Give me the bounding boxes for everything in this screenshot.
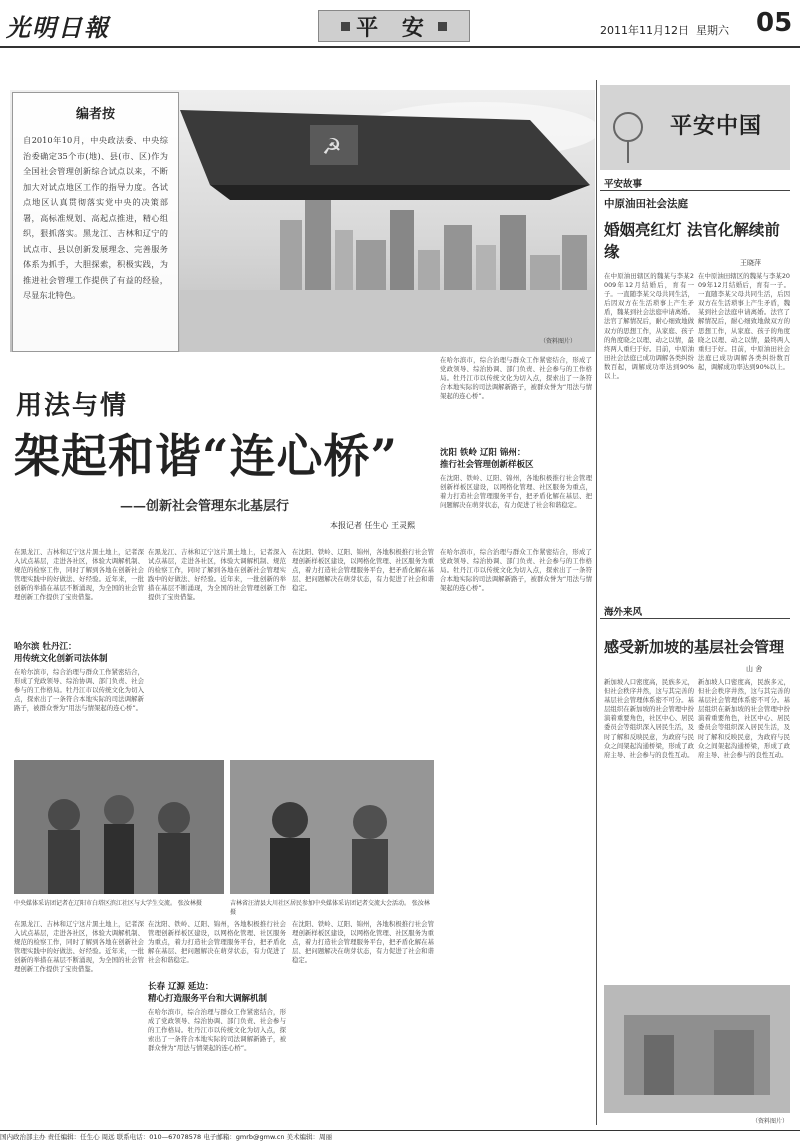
editor-note-box (12, 92, 179, 352)
section-heading-text: 哈尔滨 牡丹江： (14, 642, 77, 652)
main-pretitle: 用法与情 (16, 391, 129, 421)
page-footer: 国内政治部主办 责任编辑：任生心 周远 联系电话：010—67078578 电子邮箱：gmrb@gmw.cn 美术编辑：周丽 (0, 1130, 800, 1144)
main-body-col-top2: 在沈阳、铁岭、辽阳、锦州，各地积极推行社会管理创新样板区建设，以网格化管理、社区服务为重点，着力打造社会管理服务平台，把矛盾化解在基层、把问题解决在萌芽状态，有力促进了社会和谐稳定。 (440, 474, 592, 510)
main-headline: 架起和谐“连心桥” (14, 429, 398, 483)
overseas-column-label: 海外来风 (604, 607, 643, 618)
section-heading-harbin (14, 640, 144, 664)
section-heading-changchun (148, 980, 286, 1004)
main-body-col3: 在沈阳、铁岭、辽阳、锦州，各地积极推行社会管理创新样板区建设，以网格化管理、社区服务为重点，着力打造社会管理服务平台，把矛盾化解在基层、把问题解决在萌芽状态，有力促进了社会和谐稳定。 (292, 548, 434, 593)
photo-jilin-community (230, 760, 434, 894)
section-subheading-text: 精心打造服务平台和大调解机制 (148, 994, 268, 1004)
sidebar-banner (600, 85, 790, 170)
main-subtitle: ——创新社会管理东北基层行 (120, 499, 290, 514)
photo-caption-right: 吉林省汪清县大川社区居民参加中央媒体采访团记者交流大会活动。 张汝林摄 (230, 900, 430, 916)
section-subheading-text: 推行社会管理创新样板区 (440, 460, 534, 470)
section-heading-shenyang (440, 446, 592, 470)
overseas-story-col1: 新加坡人口密度高，民族多元，但社会秩序井然，这与其完善的基层社会管理体系密不可分。基层组织在新加坡的社会管理中扮演着重要角色，社区中心、居民委员会等组织深入居民生活，及时了解和反映民意，为政府与民众之间架起沟通桥梁，形成了政府主导、社会参与的良性互动。 (604, 678, 694, 759)
main-body-col2: 在黑龙江、吉林和辽宁这片黑土地上，记者深入试点基层，走进各社区，体验大调解机制、规范的检察工作，同时了解到各地在创新社会管理实践中的好做法、好经验。近年来，一批创新的举措在基层不断涌现，为全国的社会管理创新工作提供了宝贵借鉴。 (148, 548, 286, 602)
overseas-story-byline: 山 舍 (746, 665, 763, 673)
section-band (318, 10, 470, 42)
sidebar-story-col2: 在中原油田辖区的魏某与李某2009年12月结婚后，育有一子。一直随李某父母共同生活，后因双方在生活琐事上产生矛盾，魏某到社会法庭申请离婚。法官了解情况后，耐心细致地做双方的思想工作，从家庭、孩子的角度晓之以理、动之以情，最终两人重归于好。目前，中原油田社会法庭已成功调解各类纠纷数百起，调解成功率达到90%以上。 (698, 272, 790, 371)
newspaper-logo: 光明日報 (6, 13, 110, 42)
sidebar-story-kicker: 中原油田社会法庭 (604, 198, 688, 210)
main-body-col6: 在沈阳、铁岭、辽阳、锦州，各地积极推行社会管理创新样板区建设，以网格化管理、社区服务为重点，着力打造社会管理服务平台，把矛盾化解在基层、把问题解决在萌芽状态，有力促进了社会和谐稳定。 (148, 920, 286, 965)
page-number: 05 (756, 8, 793, 38)
sidebar-rule (600, 618, 790, 619)
main-body-col5: 在黑龙江、吉林和辽宁这片黑土地上，记者深入试点基层，走进各社区，体验大调解机制、规范的检察工作，同时了解到各地在创新社会管理实践中的好做法、好经验。近年来，一批创新的举措在基层不断涌现，为全国的社会管理创新工作提供了宝贵借鉴。 (14, 920, 144, 974)
main-body-col6b: 在哈尔滨市，综合治理与群众工作紧密结合，形成了党政领导、综治协调、部门负责、社会参与的工作格局。牡丹江市以传统文化为切入点，探索出了一条符合本地实际的司法调解新路子，被群众誉为“用法与情架起的连心桥”。 (148, 1008, 286, 1053)
photo-liaoyang-community (14, 760, 224, 894)
sidebar-banner-title: 平安中国 (670, 113, 763, 139)
main-body-col7: 在沈阳、铁岭、辽阳、锦州，各地积极推行社会管理创新样板区建设，以网格化管理、社区服务为重点，着力打造社会管理服务平台，把矛盾化解在基层、把问题解决在萌芽状态，有力促进了社会和谐稳定。 (292, 920, 434, 965)
issue-date: 2011年11月12日 (600, 24, 689, 37)
section-subheading-text: 用传统文化创新司法体制 (14, 654, 108, 664)
sidebar-story-byline: 王晓萍 (740, 259, 761, 267)
section-heading-text: 沈阳 铁岭 辽阳 锦州： (440, 448, 526, 458)
issue-weekday: 星期六 (696, 24, 729, 37)
hero-photo-credit: （资料图片） (540, 338, 577, 345)
overseas-story-col2: 新加坡人口密度高，民族多元，但社会秩序井然，这与其完善的基层社会管理体系密不可分。基层组织在新加坡的社会管理中扮演着重要角色，社区中心、居民委员会等组织深入居民生活，及时了解和反映民意，为政府与民众之间架起沟通桥梁，形成了政府主导、社会参与的良性互动。 (698, 678, 790, 759)
photo-caption-left: 中央媒体采访团记者在辽阳市白塔区滨江社区与大学生交流。 张汝林摄 (14, 900, 202, 907)
editor-note-title: 编者按 (75, 107, 115, 122)
editor-note-text: 自2010年10月，中央政法委、中央综治委确定35个市(地)、县(市、区)作为全国社会管理创新综合试点以来，不断加大对试点地区工作的指导力度。各试点地区认真贯彻落实党中央的决策部署，高标准规划、高起点推进，精心组织，狠抓落实。黑龙江、吉林和辽宁的试点市、县以创新发展理念、完善服务体系为抓手，大胆探索，积极实践，为推进社会管理工作提供了有益的经验，尽显东北特色。 (23, 135, 168, 300)
svg-text:☭: ☭ (322, 135, 342, 160)
dateline (600, 22, 729, 38)
main-body-col1: 在黑龙江、吉林和辽宁这片黑土地上，记者深入试点基层，走进各社区，体验大调解机制、规范的检察工作，同时了解到各地在创新社会管理实践中的好做法、好经验。近年来，一批创新的举措在基层不断涌现，为全国的社会管理创新工作提供了宝贵借鉴。 (14, 548, 144, 602)
main-body-col-top: 在哈尔滨市，综合治理与群众工作紧密结合，形成了党政领导、综治协调、部门负责、社会参与的工作格局。牡丹江市以传统文化为切入点，探索出了一条符合本地实际的司法调解新路子，被群众誉为“用法与情架起的连心桥”。 (440, 356, 592, 401)
sidebar-story-col1: 在中原油田辖区的魏某与李某2009年12月结婚后，育有一子。一直随李某父母共同生活，后因双方在生活琐事上产生矛盾，魏某到社会法庭申请离婚。法官了解情况后，耐心细致地做双方的思想工作，从家庭、孩子的角度晓之以理、动之以情，最终两人重归于好。目前，中原油田社会法庭已成功调解各类纠纷数百起，调解成功率达到90%以上。 (604, 272, 694, 381)
singapore-photo-credit: （资料图片） (752, 1118, 789, 1125)
column-divider (596, 80, 597, 1125)
square-bullet-icon (341, 22, 350, 31)
section-title: 平 安 (356, 14, 432, 41)
main-byline: 本报记者 任生心 王灵熙 (330, 521, 416, 530)
main-body-col1b: 在哈尔滨市，综合治理与群众工作紧密结合，形成了党政领导、综治协调、部门负责、社会参与的工作格局。牡丹江市以传统文化为切入点，探索出了一条符合本地实际的司法调解新路子，被群众誉为“用法与情架起的连心桥”。 (14, 668, 144, 713)
sidebar-story-title: 婚姻亮红灯 法官化解续前缘 (604, 220, 780, 261)
main-body-col4: 在哈尔滨市，综合治理与群众工作紧密结合，形成了党政领导、综治协调、部门负责、社会参与的工作格局。牡丹江市以传统文化为切入点，探索出了一条符合本地实际的司法调解新路子，被群众誉为“用法与情架起的连心桥”。 (440, 548, 592, 593)
section-heading-text: 长春 辽源 延边： (148, 982, 214, 992)
square-bullet-icon (438, 22, 447, 31)
sidebar-rule (600, 190, 790, 191)
photo-singapore (604, 985, 790, 1113)
overseas-story-title: 感受新加坡的基层社会管理 (604, 638, 785, 656)
sidebar-column-label: 平安故事 (604, 179, 643, 190)
